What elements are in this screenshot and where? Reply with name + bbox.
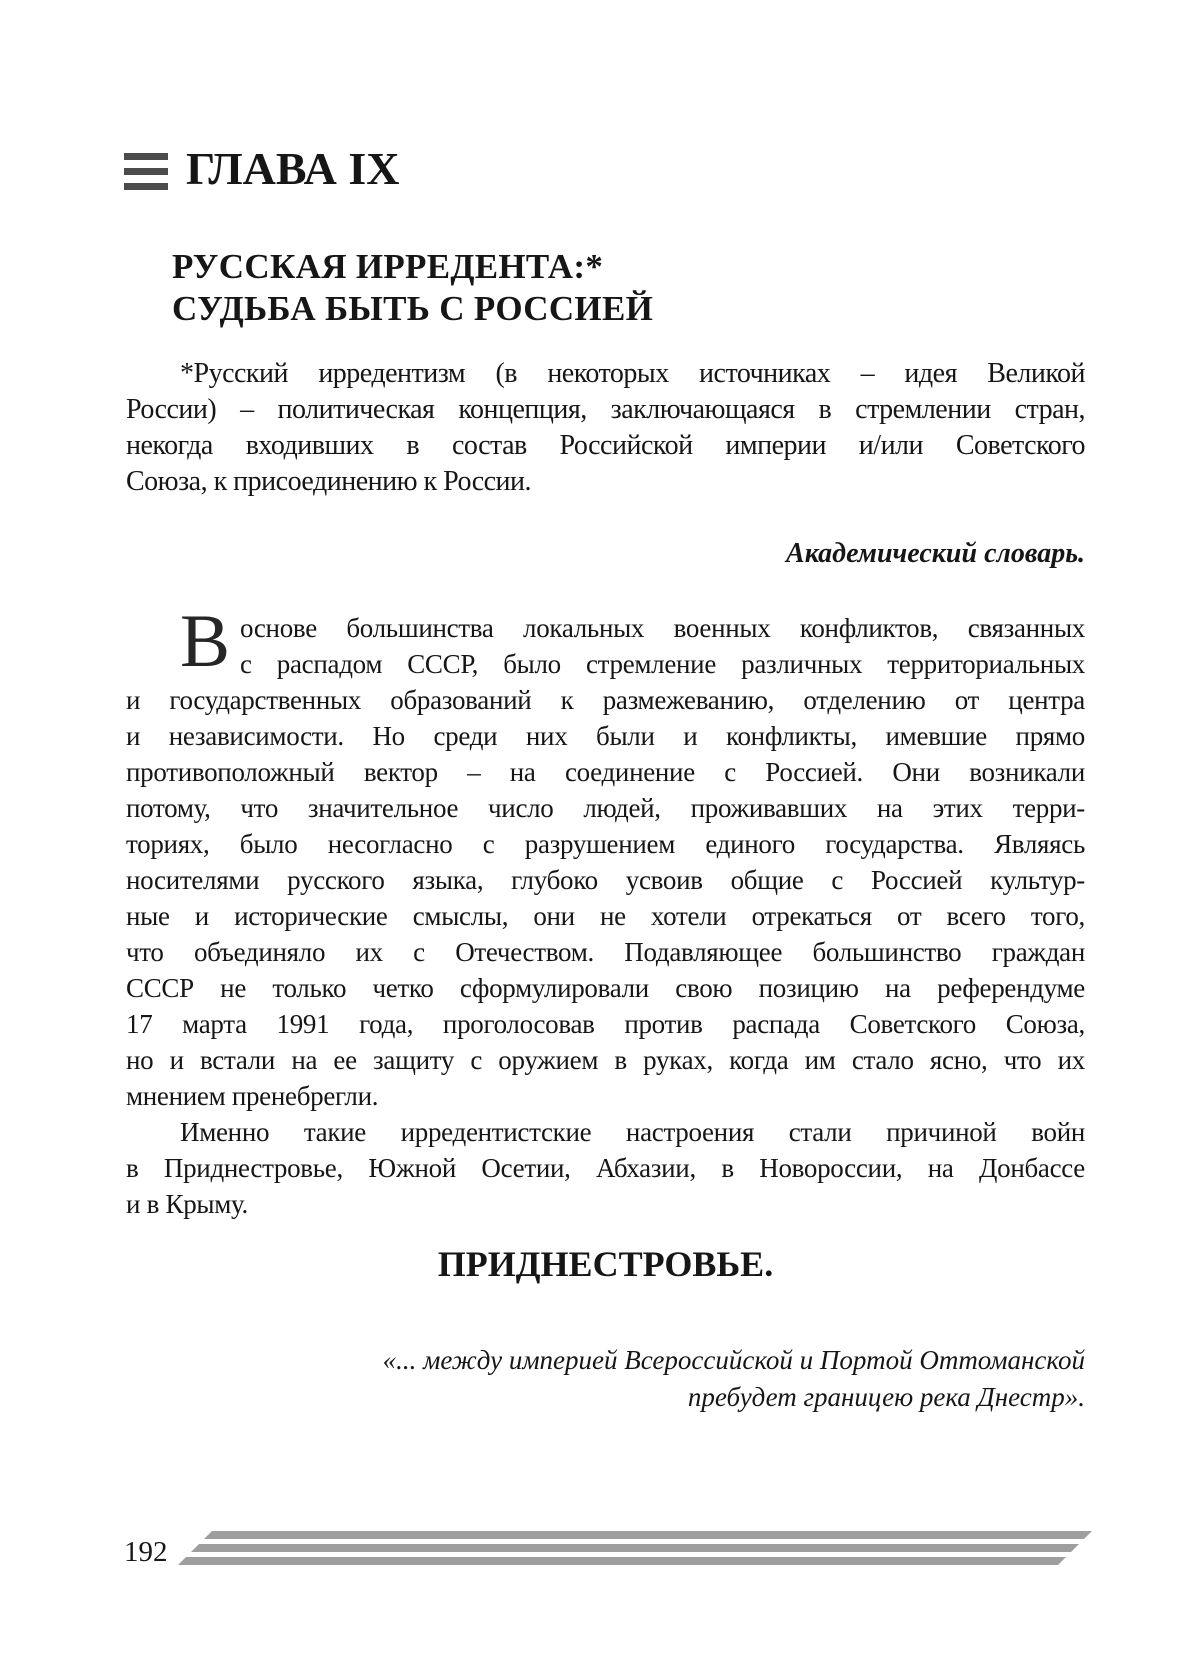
text-line: с распадом СССР, было стремление различных территориальных: [240, 649, 1085, 679]
text-line: и независимости. Но среди них были и конфликты, имевшие прямо: [126, 721, 1085, 751]
footer-stripes-decoration: [178, 1531, 1092, 1565]
attribution: Академический словарь.: [786, 538, 1085, 569]
chapter-title-line: СУДЬБА БЫТЬ С РОССИЕЙ: [172, 289, 654, 328]
chapter-title: [172, 246, 653, 330]
text-line: что объединяло их с Отечеством. Подавляющее большинство граждан: [126, 937, 1085, 967]
text-line: но и встали на ее защиту с оружием в руках, когда им стало ясно, что их: [126, 1045, 1085, 1075]
text-line: России) – политическая концепция, заключающаяся в стремлении стран,: [126, 394, 1085, 425]
text-line: «... между империей Всероссийской и Портой Оттоманской: [382, 1345, 1085, 1375]
dropcap: В: [180, 600, 231, 683]
chapter-bars-icon: [124, 153, 168, 190]
text-line: потому, что значительное число людей, проживавших на этих терри-: [126, 793, 1085, 823]
text-line: ториях, было несогласно с разрушением единого государства. Являясь: [126, 829, 1085, 859]
text-line: пребудет границею река Днестр».: [687, 1382, 1085, 1412]
text-line: *Русский ирредентизм (в некоторых источниках – идея Великой: [180, 358, 1085, 389]
chapter-title-line: РУССКАЯ ИРРЕДЕНТА:*: [172, 247, 604, 286]
chapter-header: [124, 143, 400, 194]
page-number: 192: [124, 1536, 168, 1568]
text-line: Союза, к присоединению к России.: [126, 466, 532, 497]
text-line: носителями русского языка, глубоко усвоив общие с Россией культур-: [126, 865, 1085, 895]
text-line: и государственных образований к размежеванию, отделению от центра: [126, 685, 1085, 715]
text-line: основе большинства локальных военных конфликтов, связанных: [240, 613, 1085, 643]
epigraph-quote: [126, 1342, 1085, 1416]
text-line: в Приднестровье, Южной Осетии, Абхазии, в Новороссии, на Донбассе: [126, 1153, 1085, 1183]
text-line: мнением пренебрегли.: [126, 1081, 379, 1111]
text-line: и в Крыму.: [126, 1189, 248, 1219]
text-line: 17 марта 1991 года, проголосовав против распада Советского Союза,: [126, 1009, 1085, 1039]
chapter-label: ГЛАВА IX: [186, 143, 400, 194]
section-heading: ПРИДНЕСТРОВЬЕ.: [437, 1244, 774, 1284]
text-line: противоположный вектор – на соединение с Россией. Они возникали: [126, 757, 1085, 787]
text-line: Именно такие ирредентистские настроения стали причиной войн: [180, 1117, 1085, 1147]
footnote-paragraph: [126, 356, 1085, 500]
body-text: [126, 600, 1085, 1222]
text-line: ные и исторические смыслы, они не хотели отрекаться от всего того,: [126, 901, 1085, 931]
text-line: некогда входивших в состав Российской империи и/или Советского: [126, 430, 1085, 461]
text-line: СССР не только четко сформулировали свою позицию на референдуме: [126, 973, 1085, 1003]
